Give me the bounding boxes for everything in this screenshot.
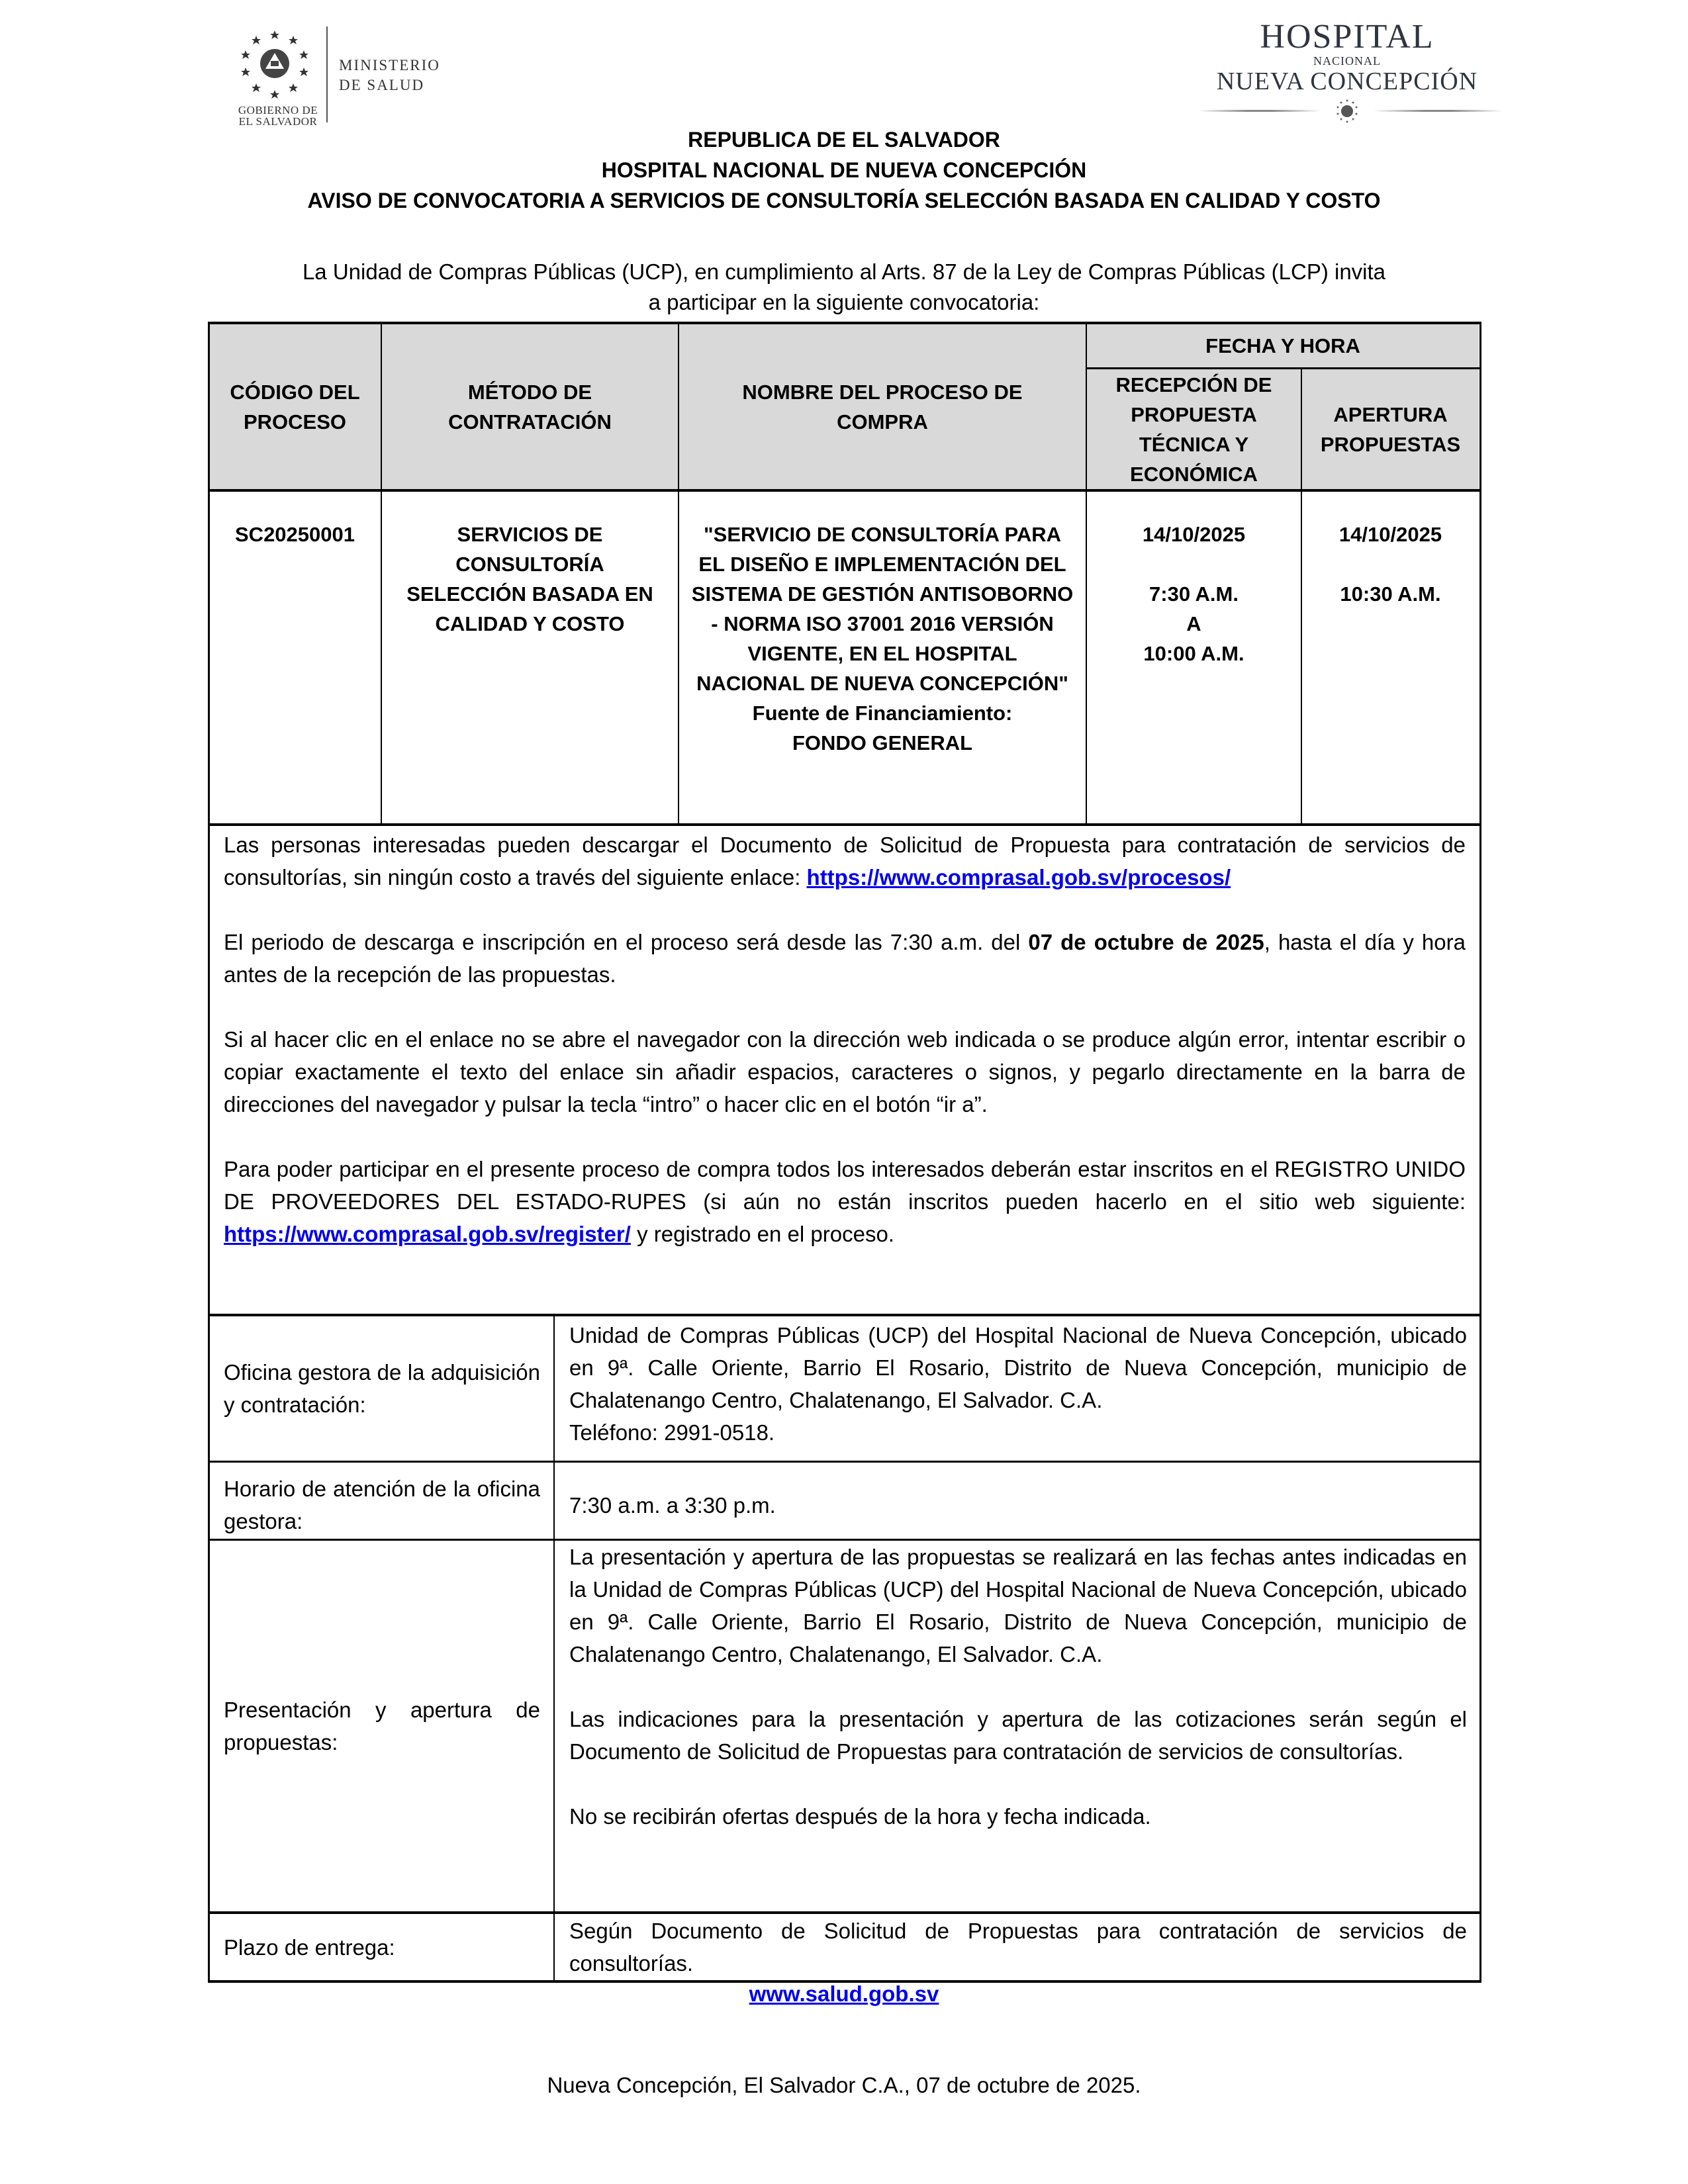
intro-line-2: a participar en la siguiente convocatoria: bbox=[648, 290, 1040, 314]
document-titles bbox=[0, 124, 1688, 216]
header-codigo-label: CÓDIGO DEL PROCESO bbox=[230, 380, 360, 433]
detail-label-delivery-text: Plazo de entrega: bbox=[224, 1934, 395, 1960]
cell-codigo bbox=[209, 520, 381, 549]
table-border-right bbox=[1479, 322, 1481, 1983]
detail-label-presentation-text: Presentación y apertura de propuestas: bbox=[224, 1698, 540, 1754]
header-fecha-hora-label: FECHA Y HORA bbox=[1205, 334, 1360, 357]
opening-time: 10:30 A.M. bbox=[1340, 582, 1441, 606]
contract-method: SERVICIOS DE CONSULTORÍA SELECCIÓN BASADA EN CALIDAD Y COSTO bbox=[406, 523, 653, 635]
cell-apertura bbox=[1302, 520, 1479, 609]
cell-nombre bbox=[679, 520, 1086, 758]
title-notice: AVISO DE CONVOCATORIA A SERVICIOS DE CONSULTORÍA SELECCIÓN BASADA EN CALIDAD Y COSTO bbox=[307, 189, 1381, 212]
subheader-divider bbox=[1086, 367, 1481, 369]
intro-line-1: La Unidad de Compras Públicas (UCP), en cumplimiento al Arts. 87 de la Ley de Compras Públicas (LCP) invita bbox=[302, 259, 1386, 284]
info-paragraphs bbox=[224, 829, 1466, 1250]
process-name: "SERVICIO DE CONSULTORÍA PARA EL DISEÑO E IMPLEMENTACIÓN DEL SISTEMA DE GESTIÓN ANTISOBORNO - NORMA ISO 37001 2016 VERSIÓN VIGENTE, EN EL HOSPITAL NACIONAL DE NUEVA CONCEPCIÓN" bbox=[691, 523, 1074, 695]
header-apertura-label: APERTURA PROPUESTAS bbox=[1320, 403, 1461, 456]
reception-time-from: 7:30 A.M. bbox=[1149, 582, 1239, 606]
hospital-logo bbox=[1192, 20, 1503, 126]
cell-recepcion bbox=[1087, 520, 1301, 668]
col-divider-4 bbox=[1301, 368, 1302, 825]
detail-value-office bbox=[569, 1319, 1467, 1449]
funding-value: FONDO GENERAL bbox=[792, 731, 973, 754]
table-border-top bbox=[208, 322, 1481, 324]
funding-label: Fuente de Financiamiento: bbox=[752, 702, 1013, 725]
registration-text-before: Para poder participar en el presente proceso de compra todos los interesados deberán estar inscritos en el REGISTRO UNIDO DE PROVEEDORES DEL ESTADO-RUPES (si aún no están inscritos pueden hacerlo en el sitio web siguiente: bbox=[224, 1157, 1466, 1214]
header-recepcion-label: RECEPCIÓN DE PROPUESTA TÉCNICA Y ECONÓMICA bbox=[1115, 373, 1272, 486]
row-bottom-border bbox=[208, 823, 1481, 826]
detail-label-office bbox=[224, 1316, 540, 1461]
period-text-after: , hasta el día y hora antes de la recepción de las propuestas. bbox=[224, 930, 1466, 987]
detail-label-delivery bbox=[224, 1914, 540, 1980]
header-metodo-label: MÉTODO DE CONTRATACIÓN bbox=[448, 380, 612, 433]
col-divider-3 bbox=[1086, 322, 1087, 825]
title-republic: REPUBLICA DE EL SALVADOR bbox=[688, 128, 1000, 152]
header-recepcion bbox=[1087, 369, 1301, 490]
spacer bbox=[1309, 549, 1472, 579]
late-offers-notice: No se recibirán ofertas después de la hora y fecha indicada. bbox=[569, 1804, 1151, 1829]
reception-time-separator: A bbox=[1186, 612, 1201, 635]
link-help-paragraph: Si al hacer clic en el enlace no se abre el navegador con la dirección web indicada o se produce algún error, intentar escribir o copiar exactamente el texto del enlace sin añadir espacios, caracteres o signos, y pegarlo directamente en la barra de direcciones del navegador y pulsar la tecla “intro” o hacer clic en el botón “ir a”. bbox=[224, 1027, 1466, 1116]
detail-value-presentation bbox=[569, 1541, 1467, 1833]
cell-metodo bbox=[382, 520, 678, 639]
registration-paragraph bbox=[224, 1153, 1466, 1250]
header-codigo bbox=[209, 324, 381, 490]
seal-icon bbox=[1331, 98, 1364, 124]
rule-left bbox=[1198, 110, 1321, 112]
registration-text-after: y registrado en el proceso. bbox=[630, 1222, 894, 1246]
period-paragraph bbox=[224, 926, 1466, 991]
detail-label-presentation bbox=[224, 1541, 540, 1911]
intro-paragraph bbox=[225, 257, 1463, 318]
hospital-logo-line-1: HOSPITAL bbox=[1260, 18, 1434, 56]
process-code: SC20250001 bbox=[235, 523, 355, 546]
header-fecha-hora bbox=[1087, 324, 1479, 368]
col-divider-2 bbox=[678, 322, 679, 825]
title-hospital: HOSPITAL NACIONAL DE NUEVA CONCEPCIÓN bbox=[601, 158, 1087, 182]
hospital-logo-line-2: NACIONAL bbox=[1313, 54, 1381, 68]
delivery-term: Según Documento de Solicitud de Propuestas para contratación de servicios de consultorías. bbox=[569, 1919, 1467, 1976]
ministry-of-health-logo bbox=[235, 25, 453, 128]
gov-line-1: GOBIERNO DE bbox=[238, 104, 318, 116]
hospital-logo-line-3: NUEVA CONCEPCIÓN bbox=[1216, 68, 1478, 95]
ministry-line-2: DE SALUD bbox=[339, 77, 425, 93]
detail-value-hours bbox=[569, 1489, 1467, 1522]
reception-date: 14/10/2025 bbox=[1142, 523, 1246, 546]
gov-line-2: EL SALVADOR bbox=[238, 115, 318, 128]
download-paragraph bbox=[224, 829, 1466, 893]
period-text-before: El periodo de descarga e inscripción en el proceso será desde las 7:30 a.m. del bbox=[224, 930, 1029, 954]
register-link[interactable]: https://www.comprasal.gob.sv/register/ bbox=[224, 1222, 631, 1246]
header-bottom-border bbox=[208, 489, 1481, 492]
details-col-divider bbox=[553, 1314, 555, 1981]
download-text: Las personas interesadas pueden descargar el Documento de Solicitud de Propuesta para contratación de servicios de consultorías, sin ningún costo a través del siguiente enlace: bbox=[224, 833, 1466, 889]
footer-website bbox=[0, 1979, 1688, 2009]
presentation-instructions: Las indicaciones para la presentación y apertura de las cotizaciones serán según el Documento de Solicitud de Propuestas para contratación de servicios de consultorías. bbox=[569, 1707, 1467, 1764]
header-nombre bbox=[679, 324, 1086, 490]
procesos-link[interactable]: https://www.comprasal.gob.sv/procesos/ bbox=[806, 865, 1231, 889]
spacer bbox=[1094, 549, 1294, 579]
office-hours: 7:30 a.m. a 3:30 p.m. bbox=[569, 1493, 776, 1518]
detail-value-delivery bbox=[569, 1915, 1467, 1979]
government-label bbox=[235, 105, 321, 127]
ministry-line-1: MINISTERIO bbox=[339, 57, 440, 73]
period-start-date: 07 de octubre de 2025 bbox=[1028, 930, 1264, 954]
header-metodo bbox=[382, 324, 678, 490]
opening-date: 14/10/2025 bbox=[1338, 523, 1442, 546]
coat-of-arms-icon bbox=[235, 25, 314, 105]
reception-time-to: 10:00 A.M. bbox=[1143, 642, 1244, 665]
closing-place-date: Nueva Concepción, El Salvador C.A., 07 de octubre de 2025. bbox=[547, 2073, 1141, 2097]
office-address: Unidad de Compras Públicas (UCP) del Hospital Nacional de Nueva Concepción, ubicado en 9ª. Calle Oriente, Barrio El Rosario, Distrito de Nueva Concepción, municipio de Chalatenango Centro, Chalatenango, El Salvador. C.A. bbox=[569, 1323, 1467, 1412]
presentation-location: La presentación y apertura de las propuestas se realizará en las fechas antes indicadas en la Unidad de Compras Públicas (UCP) del Hospital Nacional de Nueva Concepción, ubicado en 9ª. Calle Oriente, Barrio El Rosario, Distrito de Nueva Concepción, municipio de Chalatenango Centro, Chalatenango, El Salvador. C.A. bbox=[569, 1545, 1467, 1666]
header-apertura bbox=[1302, 369, 1479, 490]
col-divider-1 bbox=[381, 322, 382, 825]
logo-divider bbox=[326, 26, 328, 122]
detail-label-hours bbox=[224, 1463, 540, 1547]
ministry-name bbox=[339, 56, 440, 95]
hospital-logo-rule bbox=[1192, 98, 1503, 124]
detail-label-hours-text: Horario de atención de la oficina gestora: bbox=[224, 1477, 540, 1533]
office-phone: Teléfono: 2991-0518. bbox=[569, 1420, 775, 1445]
table-border-left bbox=[208, 322, 210, 1983]
detail-label-office-text: Oficina gestora de la adquisición y contratación: bbox=[224, 1360, 540, 1417]
salud-website-link[interactable]: www.salud.gob.sv bbox=[749, 1981, 939, 2006]
rule-right bbox=[1374, 110, 1503, 112]
header-nombre-label: NOMBRE DEL PROCESO DE COMPRA bbox=[742, 380, 1023, 433]
